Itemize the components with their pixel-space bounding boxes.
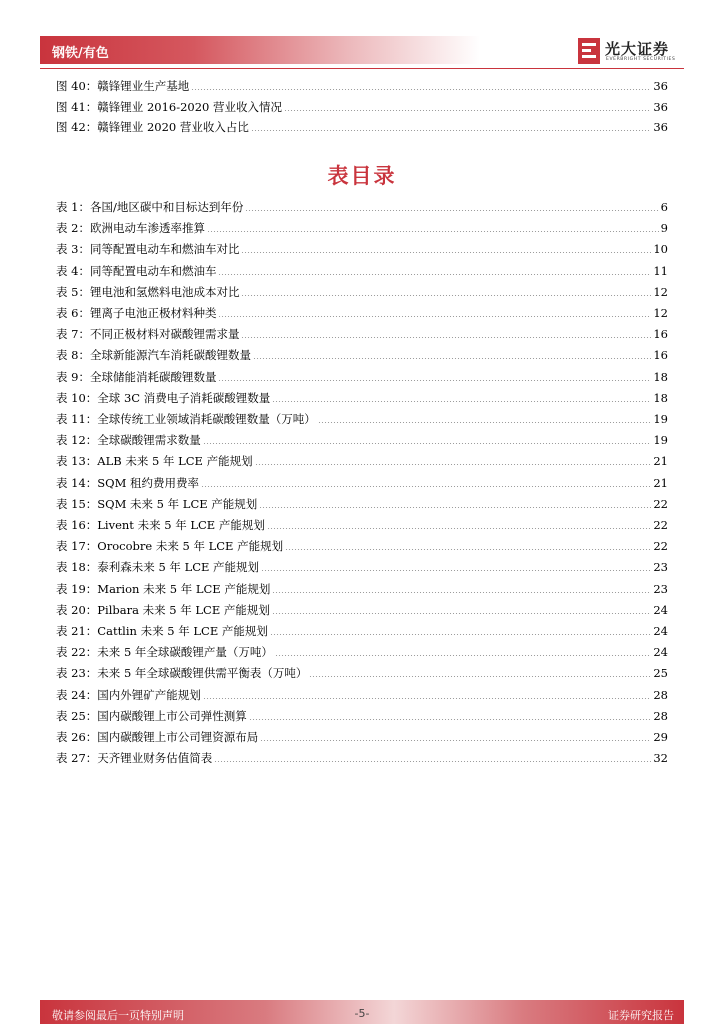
table-entry[interactable] (56, 408, 668, 426)
dot-leader (241, 252, 651, 253)
table-entry-label: 表 11：全球传统工业领域消耗碳酸锂数量（万吨） (56, 412, 316, 426)
figure-entry[interactable] (56, 75, 668, 93)
table-entry[interactable] (56, 238, 668, 256)
dot-leader (261, 570, 651, 571)
table-entry-label: 表 12：全球碳酸锂需求数量 (56, 433, 201, 448)
section-label: 钢铁/有色 (52, 46, 109, 61)
figure-entry-page: 36 (653, 120, 668, 134)
table-entry-page: 12 (653, 284, 668, 299)
table-entry[interactable] (56, 684, 668, 702)
dot-leader (218, 274, 651, 275)
dot-leader (191, 89, 651, 90)
table-entry-label: 表 13：ALB 未来 5 年 LCE 产能规划 (56, 454, 253, 469)
table-entry-label: 表 1：各国/地区碳中和目标达到年份 (56, 200, 244, 214)
everbright-logo-icon (578, 38, 600, 64)
dot-leader (245, 210, 658, 211)
table-entry[interactable] (56, 281, 668, 299)
dot-leader (272, 401, 651, 402)
table-entry[interactable] (56, 641, 668, 659)
table-entry-label: 表 10：全球 3C 消费电子消耗碳酸锂数量 (56, 390, 271, 405)
dot-leader (284, 110, 651, 111)
table-entry-label: 表 18：泰利森未来 5 年 LCE 产能规划 (56, 560, 260, 575)
logo-english-name: EVERBRIGHT SECURITIES (606, 57, 676, 62)
dot-leader (275, 655, 651, 656)
table-entry-label: 表 6：锂离子电池正极材料种类 (56, 306, 217, 320)
table-entry[interactable] (56, 620, 668, 638)
table-entry-page: 28 (653, 687, 668, 702)
table-entry[interactable] (56, 366, 668, 384)
figure-entry[interactable] (56, 116, 668, 134)
table-entry-label: 表 2：欧洲电动车渗透率推算 (56, 221, 205, 236)
table-entry-page: 22 (653, 496, 668, 511)
table-list-title: 表目录 (327, 164, 397, 188)
table-entry-page: 19 (653, 433, 668, 448)
table-entry[interactable] (56, 705, 668, 723)
dot-leader (218, 316, 651, 317)
table-entry-page: 6 (660, 200, 668, 214)
table-entry-label: 表 8：全球新能源汽车消耗碳酸锂数量 (56, 348, 251, 363)
dot-leader (218, 380, 651, 381)
dot-leader (203, 698, 652, 699)
table-entry[interactable] (56, 662, 668, 680)
table-entry[interactable] (56, 196, 668, 214)
table-entry[interactable] (56, 344, 668, 362)
table-entry-label: 表 15：SQM 未来 5 年 LCE 产能规划 (56, 496, 258, 511)
table-entry-label: 表 22：未来 5 年全球碳酸锂产量（万吨） (56, 645, 273, 660)
table-entry[interactable] (56, 472, 668, 490)
table-entry-page: 18 (653, 390, 668, 405)
dot-leader (260, 740, 651, 741)
table-entry-label: 表 4：同等配置电动车和燃油车 (56, 263, 217, 278)
dot-leader (255, 464, 652, 465)
table-entry[interactable] (56, 493, 668, 511)
table-entry-page: 24 (653, 624, 668, 638)
table-entry-page: 23 (653, 560, 668, 575)
table-entry[interactable] (56, 260, 668, 278)
dot-leader (285, 549, 651, 550)
table-entry[interactable] (56, 429, 668, 447)
table-entry-label: 表 20：Pilbara 未来 5 年 LCE 产能规划 (56, 602, 270, 617)
dot-leader (259, 507, 651, 508)
table-entry-label: 表 21：Cattlin 未来 5 年 LCE 产能规划 (56, 624, 268, 638)
figure-entry-label: 图 40：赣锋锂业生产基地 (56, 79, 190, 93)
page-number: -5- (354, 1007, 370, 1020)
table-entry-label: 表 25：国内碳酸锂上市公司弹性测算 (56, 708, 247, 723)
table-entry-page: 22 (653, 518, 668, 532)
figure-entry[interactable] (56, 96, 668, 114)
dot-leader (203, 443, 652, 444)
table-entry-page: 12 (653, 306, 668, 320)
table-entry-label: 表 17：Orocobre 未来 5 年 LCE 产能规划 (56, 539, 284, 554)
table-entry-page: 23 (653, 581, 668, 596)
table-entry-page: 21 (653, 475, 668, 490)
dot-leader (318, 422, 652, 423)
table-entry[interactable] (56, 387, 668, 405)
table-entry-label: 表 24：国内外锂矿产能规划 (56, 687, 201, 702)
dot-leader (267, 528, 652, 529)
table-entry-page: 21 (653, 454, 668, 469)
dot-leader (253, 358, 651, 359)
logo-chinese-name: 光大证券 (605, 40, 670, 58)
table-entry-page: 9 (660, 221, 668, 236)
dot-leader (241, 295, 651, 296)
dot-leader (207, 231, 659, 232)
table-entry-page: 18 (653, 369, 668, 384)
figure-entry-page: 36 (653, 99, 668, 114)
company-logo (578, 38, 688, 64)
table-entry-label: 表 23：未来 5 年全球碳酸锂供需平衡表（万吨） (56, 666, 308, 681)
table-entry[interactable] (56, 217, 668, 235)
dot-leader (272, 592, 651, 593)
table-entry[interactable] (56, 726, 668, 744)
footer-report-type: 证券研究报告 (608, 1009, 674, 1022)
figure-entry-label: 图 42：赣锋锂业 2020 营业收入占比 (56, 120, 249, 134)
table-entry[interactable] (56, 747, 668, 765)
table-entry-page: 24 (653, 645, 668, 660)
table-entry-label: 表 26：国内碳酸锂上市公司锂资源布局 (56, 730, 259, 744)
table-entry-page: 16 (653, 348, 668, 363)
table-entry-page: 32 (653, 751, 668, 766)
table-entry-label: 表 3：同等配置电动车和燃油车对比 (56, 242, 240, 257)
dot-leader (201, 486, 651, 487)
table-entry-label: 表 14：SQM 租约费用费率 (56, 475, 200, 490)
table-entry-page: 24 (653, 602, 668, 617)
footer-disclaimer: 敬请参阅最后一页特别声明 (52, 1009, 184, 1022)
table-entry-page: 11 (653, 263, 668, 278)
header-band (40, 36, 480, 64)
dot-leader (270, 634, 651, 635)
table-entry-label: 表 19：Marion 未来 5 年 LCE 产能规划 (56, 581, 271, 596)
table-entry-label: 表 9：全球储能消耗碳酸锂数量 (56, 369, 217, 384)
dot-leader (214, 761, 651, 762)
table-entry-page: 10 (653, 242, 668, 257)
table-entry[interactable] (56, 514, 668, 532)
dot-leader (251, 130, 651, 131)
figure-entry-page: 36 (653, 79, 668, 93)
table-entry-label: 表 7：不同正极材料对碳酸锂需求量 (56, 327, 240, 342)
table-entry[interactable] (56, 556, 668, 574)
table-entry-page: 19 (653, 412, 668, 426)
table-entry-page: 22 (653, 539, 668, 554)
dot-leader (249, 719, 652, 720)
table-entry[interactable] (56, 302, 668, 320)
table-entry-page: 28 (653, 708, 668, 723)
dot-leader (241, 337, 651, 338)
table-entry[interactable] (56, 450, 668, 468)
table-entry-page: 25 (653, 666, 668, 681)
table-entry-label: 表 5：锂电池和氢燃料电池成本对比 (56, 284, 240, 299)
table-entry[interactable] (56, 535, 668, 553)
table-entry[interactable] (56, 323, 668, 341)
table-entry[interactable] (56, 578, 668, 596)
table-entry-label: 表 16：Livent 未来 5 年 LCE 产能规划 (56, 518, 265, 532)
table-entry-label: 表 27：天齐锂业财务估值简表 (56, 751, 213, 766)
dot-leader (309, 676, 651, 677)
figure-entry-label: 图 41：赣锋锂业 2016-2020 营业收入情况 (56, 99, 283, 114)
dot-leader (272, 613, 651, 614)
header-divider (40, 68, 684, 69)
table-entry[interactable] (56, 599, 668, 617)
table-entry-page: 16 (653, 327, 668, 342)
table-entry-page: 29 (653, 730, 668, 744)
